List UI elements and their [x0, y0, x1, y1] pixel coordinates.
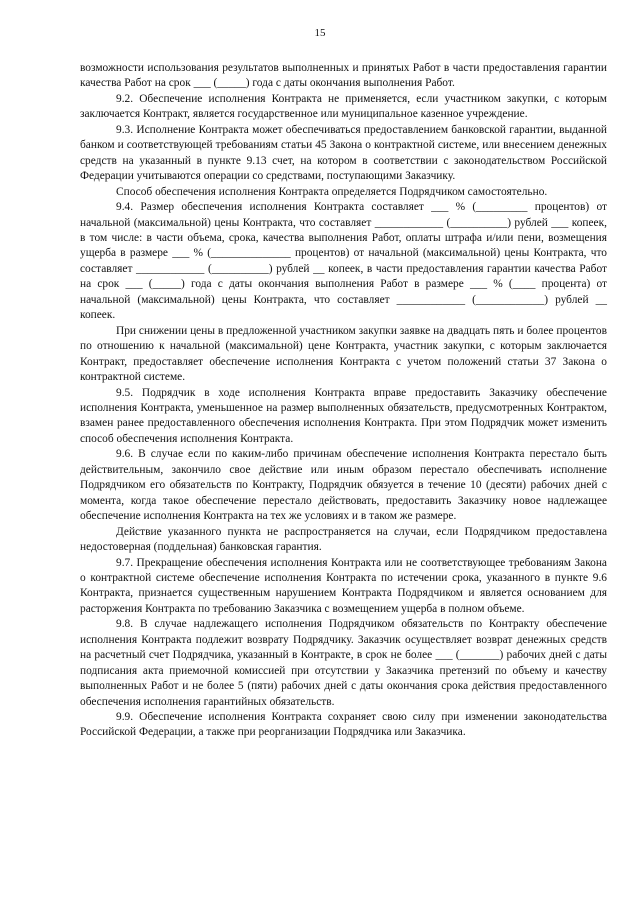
document-body	[80, 61, 607, 741]
paragraph-9-3: 9.3. Исполнение Контракта может обеспечиваться предоставлением банковской гарантии, выданной банком и соответствующей требованиям статьи 45 Закона о контрактной системе, или внесением денежных средств на указанный в пункте 9.13 счет, на котором в соответствии с законодательством Российской Федерации учитываются операции со средствами, поступающими Заказчику.	[80, 123, 607, 183]
paragraph-continuation: возможности использования результатов выполненных и принятых Работ в части предоставления гарантии качества Работ на срок ___ (_____) года с даты окончания выполнения Работ.	[80, 62, 607, 90]
paragraph-9-4: 9.4. Размер обеспечения исполнения Контракта составляет ___ % (_________ процентов) от начальной (максимальной) цены Контракта, что составляет ____________ (__________) рублей ___ копеек, в том числе: в части объема, срока, качества выполнения Работ, оплаты штрафа и/или пени, возмещения ущерба в размере ___ % (______________ процентов) от начальной (максимальной) цены Контракта, что составляет ____________ (__________) рублей __ копеек, в части предоставления гарантии качества Работ на срок ___ (_____) года с даты окончания выполнения Работ в размере ___ % (____ процента) от начальной (максимальной) цены Контракта, что составляет ____________ (____________) рублей __ копеек.	[80, 201, 607, 322]
paragraph-exception: Действие указанного пункта не распространяется на случаи, если Подрядчиком предоставлена недостоверная (поддельная) банковская гарантия.	[80, 525, 607, 554]
paragraph-9-9: 9.9. Обеспечение исполнения Контракта сохраняет свою силу при изменении законодательства Российской Федерации, а также при реорганизации Подрядчика или Заказчика.	[80, 711, 607, 739]
paragraph-price-reduction: При снижении цены в предложенной участником закупки заявке на двадцать пять и более процентов по отношению к начальной (максимальной) цене Контракта, участник закупки, с которым заключается Контракт, предоставляет обеспечение исполнения Контракта с учетом положений статьи 37 Закона о контрактной системе.	[80, 324, 607, 384]
paragraph-9-5: 9.5. Подрядчик в ходе исполнения Контракта вправе предоставить Заказчику обеспечение исполнения Контракта, уменьшенное на размер выполненных обязательств, предусмотренных Контрактом, взамен ранее предоставленного обеспечения исполнения Контракта. При этом Подрядчик может изменить способ обеспечения исполнения Контракта.	[80, 386, 607, 445]
page-number: 15	[314, 27, 326, 39]
paragraph-9-8: 9.8. В случае надлежащего исполнения Подрядчиком обязательств по Контракту обеспечение исполнения Контракта подлежит возврату Подрядчику. Заказчик осуществляет возврат денежных средств на расчетный счет Подрядчика, указанный в Контракте, в срок не более ___ (_______) рабочих дней с даты подписания акта приемочной комиссией при отсутствии у Заказчика претензий по объему и качеству выполненных Работ и не более 5 (пяти) рабочих дней с даты окончания срока действия предоставленного обеспечения исполнения гарантийных обязательств.	[80, 618, 607, 708]
paragraph-9-6: 9.6. В случае если по каким-либо причинам обеспечение исполнения Контракта перестало быть действительным, закончило свое действие или иным образом перестало обеспечивать исполнение Подрядчиком его обязательств по Контракту, Подрядчик обязуется в течение 10 (десяти) рабочих дней с момента, когда такое обеспечение перестало действовать, предоставить Заказчику новое надлежащее обеспечение исполнения Контракта на тех же условиях и в таком же размере.	[80, 448, 607, 523]
paragraph-method: Способ обеспечения исполнения Контракта определяется Подрядчиком самостоятельно.	[116, 185, 548, 198]
paragraph-9-7: 9.7. Прекращение обеспечения исполнения Контракта или не соответствующее требованиям Закона о контрактной системе обеспечение исполнения Контракта по истечении срока, указанного в пункте 9.6 Контракта, признается существенным нарушением Контракта Подрядчиком и является основанием для расторжения Контракта по требованию Заказчика с возмещением ущерба в полном объеме.	[80, 556, 607, 615]
paragraph-9-2: 9.2. Обеспечение исполнения Контракта не применяется, если участником закупки, с которым заключается Контракт, является государственное или муниципальное казенное учреждение.	[80, 92, 607, 121]
